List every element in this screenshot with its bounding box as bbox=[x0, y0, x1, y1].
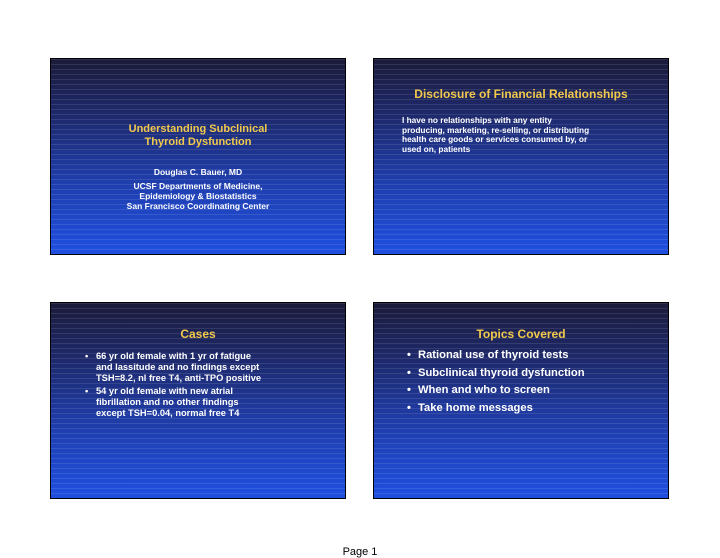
topic-item: • Subclinical thyroid dysfunction bbox=[407, 366, 585, 379]
slide-4-title: Topics Covered bbox=[476, 327, 566, 341]
cases-list bbox=[85, 351, 325, 420]
author-affiliation: San Francisco Coordinating Center bbox=[126, 201, 270, 211]
bullet-icon: • bbox=[407, 349, 411, 361]
slide-1-title: Understanding Subclinical Thyroid Dysfunction bbox=[128, 123, 268, 148]
topic-item: • Take home messages bbox=[407, 401, 533, 414]
slide-2 bbox=[373, 58, 669, 255]
author-name: Douglas C. Bauer, MD bbox=[153, 167, 243, 177]
slide-1 bbox=[50, 58, 346, 255]
topic-item: • Rational use of thyroid tests bbox=[407, 349, 569, 361]
topic-item: • When and who to screen bbox=[407, 384, 550, 396]
author-affiliation: UCSF Departments of Medicine, bbox=[133, 181, 263, 191]
case-item: • 66 yr old female with 1 yr of fatigue and lassitude and no findings except TSH=8.2, nl free T4, anti-TPO positive bbox=[85, 351, 262, 384]
slide-3 bbox=[50, 302, 346, 499]
slide-1-author-block bbox=[51, 167, 345, 211]
slide-4 bbox=[373, 302, 669, 499]
bullet-icon: • bbox=[407, 384, 411, 396]
bullet-icon: • bbox=[85, 385, 89, 396]
case-item: • 54 yr old female with new atrial fibrillation and no other findings except TSH=0.04, normal free T4 bbox=[85, 385, 240, 419]
bullet-icon: • bbox=[407, 366, 411, 379]
disclosure-text: I have no relationships with any entity producing, marketing, re-selling, or distributing health care goods or services consumed by, or used on, patients bbox=[402, 115, 590, 154]
bullet-icon: • bbox=[85, 351, 89, 361]
author-affiliation: Epidemiology & Biostatistics bbox=[139, 191, 257, 201]
page-number: Page 1 bbox=[342, 546, 378, 558]
bullet-icon: • bbox=[407, 401, 411, 414]
slide-2-title: Disclosure of Financial Relationships bbox=[414, 87, 628, 101]
slide-3-title: Cases bbox=[180, 327, 216, 341]
topics-list bbox=[407, 349, 657, 419]
